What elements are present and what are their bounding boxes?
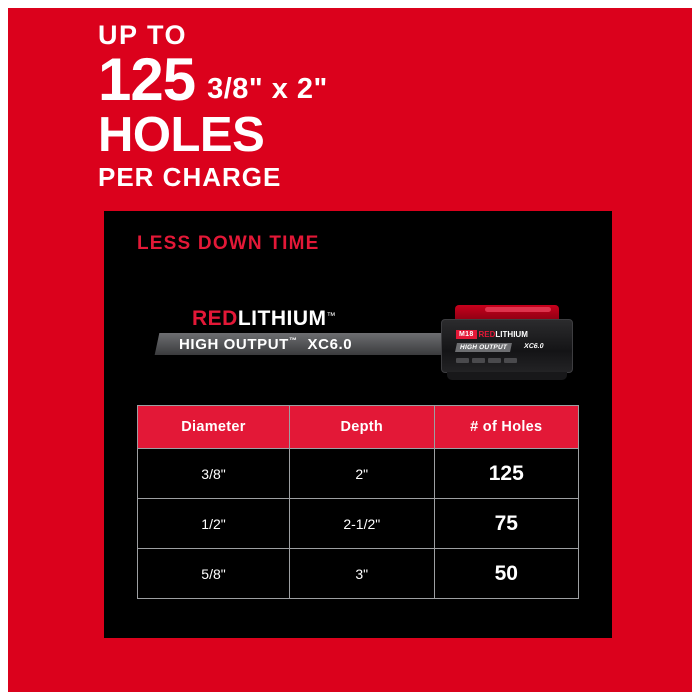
headline-per-charge: PER CHARGE (98, 162, 282, 193)
battery-label-row (456, 330, 528, 339)
headline-up-to: UP TO (98, 20, 188, 50)
column-header-depth: Depth (290, 406, 435, 449)
fuel-cell (456, 358, 469, 363)
battery-fuel-gauge (456, 358, 517, 363)
cell-holes: 50 (434, 549, 578, 599)
cell-depth: 2-1/2" (290, 499, 435, 549)
battery-high-output-label: HIGH OUTPUT (455, 343, 512, 352)
cell-diameter: 3/8" (138, 449, 290, 499)
high-output-text (179, 336, 352, 353)
table-row (138, 449, 579, 499)
high-output-trademark: ™ (288, 336, 298, 345)
black-content-card (104, 211, 612, 638)
battery-model-label: XC6.0 (307, 336, 353, 353)
holes-per-charge-table (137, 405, 579, 599)
table-row (138, 499, 579, 549)
battery-brand-white: LITHIUM (495, 330, 528, 339)
brand-lithium-word: LITHIUM (237, 307, 327, 330)
cell-holes: 75 (434, 499, 578, 549)
fuel-cell (488, 358, 501, 363)
headline-block (98, 22, 658, 192)
red-background-panel (8, 8, 692, 692)
brand-trademark: ™ (326, 310, 336, 321)
fuel-cell (504, 358, 517, 363)
cell-depth: 2" (290, 449, 435, 499)
cell-depth: 3" (290, 549, 435, 599)
table-row (138, 549, 579, 599)
card-title: LESS DOWN TIME (137, 233, 320, 254)
battery-model-badge: XC6.0 (523, 343, 545, 350)
brand-wordmark (192, 307, 336, 331)
cell-diameter: 5/8" (138, 549, 290, 599)
headline-number-row (98, 46, 658, 113)
column-header-diameter: Diameter (138, 406, 290, 449)
headline-number: 125 (98, 46, 196, 113)
redlithium-brand-lockup (137, 303, 579, 391)
column-header-holes: # of Holes (434, 406, 578, 449)
headline-dimensions: 3/8" x 2" (207, 73, 328, 106)
battery-m18-badge: M18 (456, 330, 477, 339)
battery-body (441, 319, 573, 373)
battery-image (437, 305, 577, 383)
high-output-label: HIGH OUTPUT (179, 336, 289, 353)
fuel-cell (472, 358, 485, 363)
cell-holes: 125 (434, 449, 578, 499)
table-header-row (138, 406, 579, 449)
battery-brand-red: RED (478, 330, 496, 339)
headline-holes: HOLES (98, 108, 265, 162)
cell-diameter: 1/2" (138, 499, 290, 549)
battery-base (447, 372, 567, 380)
brand-red-word: RED (192, 307, 238, 330)
battery-top-highlight (485, 307, 551, 312)
